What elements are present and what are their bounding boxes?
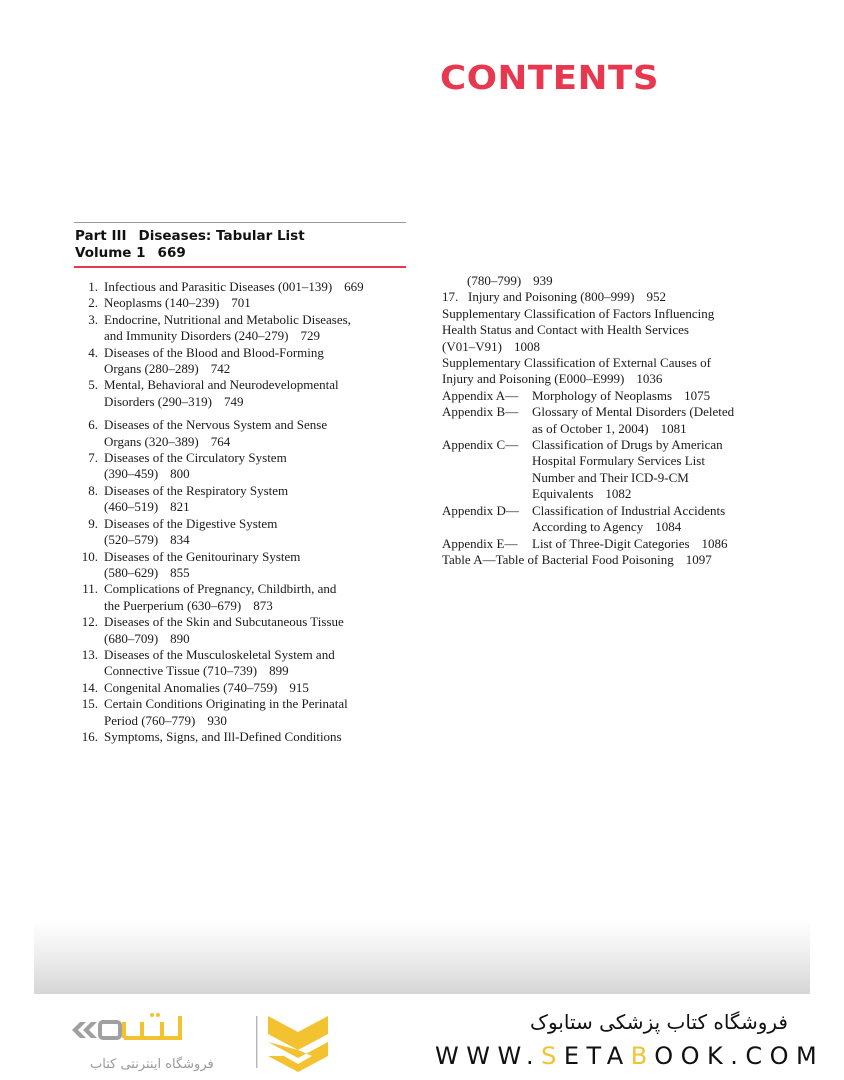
entry-title: Connective Tissue (710–739) [104,663,258,679]
toc-entry[interactable] [80,279,410,295]
toc-entry[interactable] [80,417,410,450]
entry-number: 7. [88,450,98,466]
page-number: 669 [344,279,364,294]
page-number: 729 [300,328,321,344]
entry-number: 9. [88,515,98,531]
entry-number: 4. [88,344,98,360]
logo-tagline: فروشگاه اینترنتی کتاب [90,1057,214,1072]
entry-title: Organs (320–389) [104,433,199,449]
entry-number: 5. [88,377,98,393]
toc-entry-appendix[interactable] [442,388,782,404]
toc-entry-supplementary-external[interactable]: Supplementary Classification of External Causes of Injury and Poisoning (E000–E999) 1036 [442,355,711,387]
page-number: 1081 [660,420,687,436]
part-title: Diseases: Tabular List [138,228,305,244]
page-number: 800 [170,466,190,482]
page-number: 1082 [605,486,632,502]
appendix-title: Morphology of Neoplasms [532,387,673,403]
appendix-title: Glossary of Mental Disorders (Deleted [532,404,735,420]
toc-entry-16-continued[interactable]: (780–799) 939 [467,273,553,288]
toc-entry[interactable] [80,516,410,549]
part-label: Part III [75,228,127,244]
entry-title: Organs (280–289) [104,361,199,377]
entry-number: 14. [81,679,98,695]
entry-title: Diseases of the Musculoskeletal System and [104,646,335,662]
appendix-title: Equivalents [532,486,594,502]
toc-entry[interactable] [80,581,410,614]
toc-entry[interactable] [80,312,410,345]
page-number: 1097 [685,551,712,567]
entry-number: 6. [88,417,98,433]
toc-entry[interactable] [80,729,410,745]
appendix-title: Number and Their ICD-9-CM [532,469,689,485]
toc-right-column [442,273,782,568]
entry-title: Diseases of the Circulatory System [104,450,287,466]
appendix-title: Classification of Drugs by American [532,437,723,453]
appendix-list [442,388,782,552]
toc-entry-appendix[interactable] [442,404,782,437]
entry-number: 3. [88,311,98,327]
entry-title: Disorders (290–319) [104,393,212,409]
page-number: 821 [170,499,190,515]
page-number: 899 [269,663,289,679]
entry-number: 13. [81,646,98,662]
entry-title: Period (760–779) [104,712,196,728]
toc-entry[interactable] [80,549,410,582]
entry-title: Complications of Pregnancy, Childbirth, and [104,581,337,597]
entry-title: and Immunity Disorders (240–279) [104,328,289,344]
toc-entry[interactable] [80,377,410,410]
entry-title: Diseases of the Skin and Subcutaneous Tissue [104,614,344,630]
entry-number: 1. [88,279,98,294]
toc-entry[interactable] [80,680,410,696]
entry-number: 10. [81,548,98,564]
appendix-title: List of Three-Digit Categories [532,535,690,551]
part-heading [75,228,305,262]
page-number: 952 [646,289,666,305]
toc-entry[interactable] [80,345,410,378]
entry-title: Symptoms, Signs, and Ill-Defined Conditions [104,728,342,744]
entry-title: Diseases of the Genitourinary System [104,548,301,564]
appendix-label: Appendix E— [442,535,518,551]
toc-left-column [80,279,410,745]
logo-divider [256,1016,258,1068]
page-number: 930 [207,712,227,728]
page-number: 1086 [701,535,728,551]
appendix-title: Hospital Formulary Services List [532,453,705,469]
store-name: فروشگاه کتاب پزشکی ستابوک [530,1010,788,1034]
entry-title: Endocrine, Nutritional and Metabolic Diseases, [104,311,351,327]
entry-title: Certain Conditions Originating in the Perinatal [104,696,348,712]
entry-title: (520–579) [104,532,159,548]
toc-entry[interactable] [80,696,410,729]
entry-number: 16. [81,728,98,744]
toc-entry-17[interactable]: 17. Injury and Poisoning (800–999) 952 [442,289,666,305]
divider-gray [74,222,406,223]
page-number: 939 [533,273,553,288]
page-number: 855 [170,564,190,580]
page-number: 873 [253,597,273,613]
entry-number: 15. [81,696,98,712]
page-number: 1008 [513,338,540,354]
appendix-title: Classification of Industrial Accidents [532,502,726,518]
entry-number: 8. [88,482,98,498]
store-url-link[interactable]: WWW.SETABOOK.COM [435,1042,825,1070]
appendix-label: Appendix B— [442,404,519,420]
toc-entry[interactable] [80,295,410,311]
page-number: 915 [289,679,309,695]
page-number: 764 [210,433,231,449]
entry-title: (680–709) [104,630,159,646]
contents-title: CONTENTS [440,58,660,97]
entry-title: Infectious and Parasitic Diseases (001–139) [104,279,333,294]
appendix-title: According to Agency [532,519,644,535]
page-number: 1036 [636,371,663,387]
entry-title: Congenital Anomalies (740–759) [104,679,278,695]
volume-label: Volume 1 [75,245,146,261]
logo-wordmark-icon [100,1013,180,1038]
page-number: 742 [210,361,231,377]
entry-title: Mental, Behavioral and Neurodevelopmental [104,377,339,393]
divider-red [74,266,406,268]
appendix-label: Appendix D— [442,502,519,518]
entry-title: the Puerperium (630–679) [104,597,242,613]
entry-title: (460–519) [104,499,159,515]
toc-entry[interactable] [80,614,410,647]
toc-entry[interactable] [80,450,410,483]
toc-entry-appendix[interactable] [442,503,782,536]
footer-gradient-band [34,920,810,994]
setabook-emblem-icon [268,1016,328,1072]
page-number: 749 [223,393,244,409]
toc-entry[interactable] [80,483,410,516]
entry-title: (390–459) [104,466,159,482]
toc-entry-table-a[interactable]: Table A—Table of Bacterial Food Poisoning 1097 [442,551,712,567]
page-number: 1075 [684,387,711,403]
entry-title: Diseases of the Digestive System [104,515,278,531]
entry-title: Diseases of the Blood and Blood-Forming [104,344,324,360]
appendix-label: Appendix C— [442,437,519,453]
entry-title: Diseases of the Nervous System and Sense [104,417,328,433]
page-number: 701 [231,295,251,311]
entry-title: (580–629) [104,564,159,580]
volume-page: 669 [157,245,186,261]
toc-entry-supplementary-factors[interactable]: Supplementary Classification of Factors Influencing Health Status and Contact with Health Services (V01–V91) 1008 [442,305,715,354]
appendix-label: Appendix A— [442,387,519,403]
entry-number: 12. [81,614,98,630]
entry-number: 2. [88,295,98,311]
appendix-title: as of October 1, 2004) [532,420,649,436]
toc-entry[interactable] [80,647,410,680]
page-number: 1084 [655,519,682,535]
entry-title: Neoplasms (140–239) [104,295,220,311]
toc-entry-appendix[interactable] [442,536,782,552]
entry-number: 11. [82,581,98,597]
chevron-arrows-icon [72,1022,97,1038]
entry-title: Diseases of the Respiratory System [104,482,289,498]
page-number: 890 [170,630,190,646]
page-number: 834 [170,532,190,548]
toc-entry-appendix[interactable] [442,437,782,503]
